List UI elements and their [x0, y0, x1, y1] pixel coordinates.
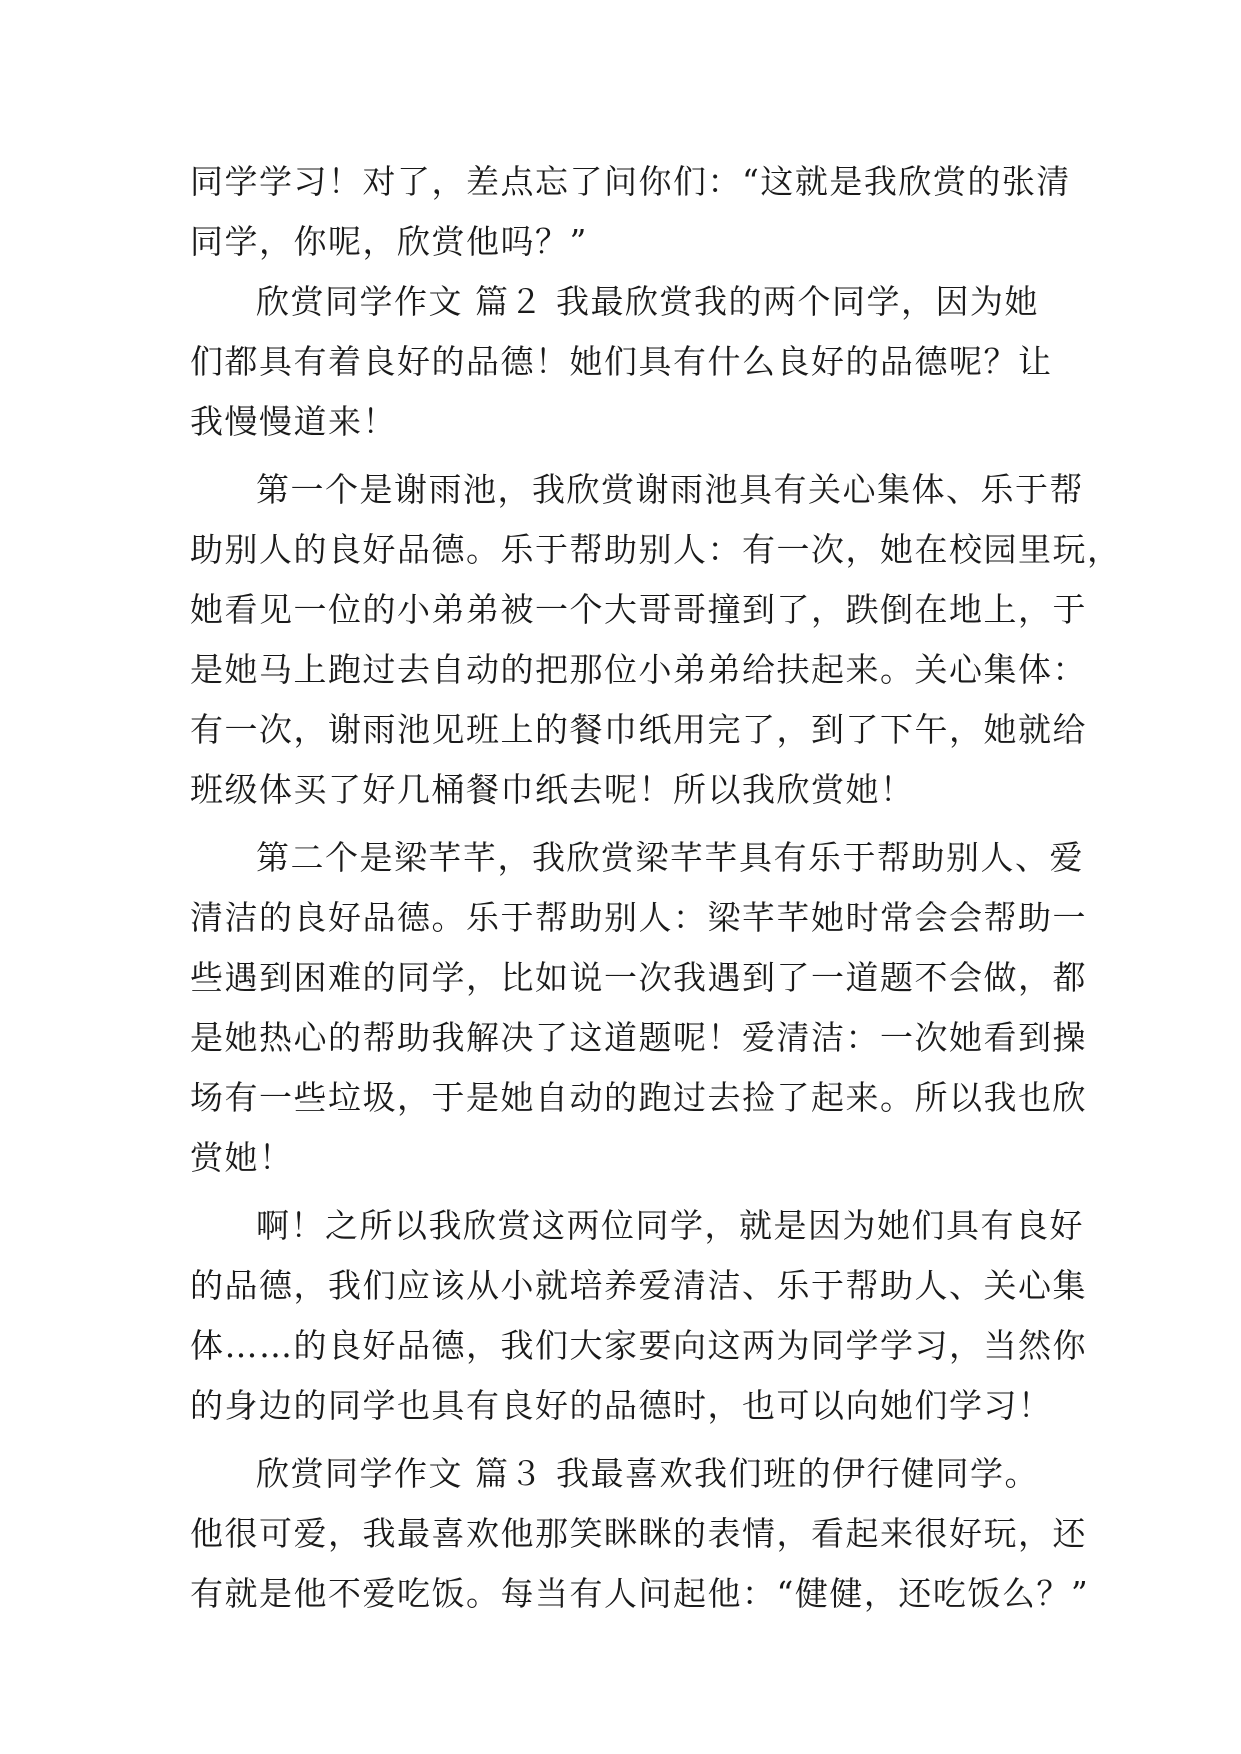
paragraph-first-line: 啊！之所以我欣赏这两位同学，就是因为她们具有良好: [256, 1206, 1084, 1245]
text-line: 清洁的良好品德。乐于帮助别人：梁芊芊她时常会会帮助一: [190, 898, 1087, 937]
text-line: 她看见一位的小弟弟被一个大哥哥撞到了，跌倒在地上，于: [190, 590, 1087, 629]
section-heading-line: 欣赏同学作文 篇３ 我最喜欢我们班的伊行健同学。: [256, 1454, 1039, 1493]
text-line: 有就是他不爱吃饭。每当有人问起他：“健健，还吃饭么？”: [190, 1574, 1090, 1613]
text-line: 他很可爱，我最喜欢他那笑眯眯的表情，看起来很好玩，还: [190, 1514, 1087, 1553]
text-line: 些遇到困难的同学，比如说一次我遇到了一道题不会做，都: [190, 958, 1087, 997]
text-line: 我慢慢道来！: [190, 402, 397, 441]
section-heading-line: 欣赏同学作文 篇２ 我最欣赏我的两个同学，因为她: [256, 282, 1039, 321]
text-line: 助别人的良好品德。乐于帮助别人：有一次，她在校园里玩，: [190, 530, 1122, 569]
text-line: 班级体买了好几桶餐巾纸去呢！所以我欣赏她！: [190, 770, 915, 809]
text-line: 赏她！: [190, 1138, 294, 1177]
text-line: 有一次，谢雨池见班上的餐巾纸用完了，到了下午，她就给: [190, 710, 1087, 749]
text-line: 的品德，我们应该从小就培养爱清洁、乐于帮助人、关心集: [190, 1266, 1087, 1305]
text-line: 们都具有着良好的品德！她们具有什么良好的品德呢？让: [190, 342, 1053, 381]
text-line: 同学学习！对了，差点忘了问你们：“这就是我欣赏的张清: [190, 162, 1071, 201]
text-line: 的身边的同学也具有良好的品德时，也可以向她们学习！: [190, 1386, 1053, 1425]
text-line: 体……的良好品德，我们大家要向这两为同学学习，当然你: [190, 1326, 1087, 1365]
text-line: 场有一些垃圾，于是她自动的跑过去捡了起来。所以我也欣: [190, 1078, 1087, 1117]
text-line: 是她热心的帮助我解决了这道题呢！爱清洁：一次她看到操: [190, 1018, 1087, 1057]
text-line: 同学，你呢，欣赏他吗？”: [190, 222, 588, 261]
paragraph-first-line: 第一个是谢雨池，我欣赏谢雨池具有关心集体、乐于帮: [256, 470, 1084, 509]
text-line: 是她马上跑过去自动的把那位小弟弟给扶起来。关心集体：: [190, 650, 1087, 689]
paragraph-first-line: 第二个是梁芊芊，我欣赏梁芊芊具有乐于帮助别人、爱: [256, 838, 1084, 877]
